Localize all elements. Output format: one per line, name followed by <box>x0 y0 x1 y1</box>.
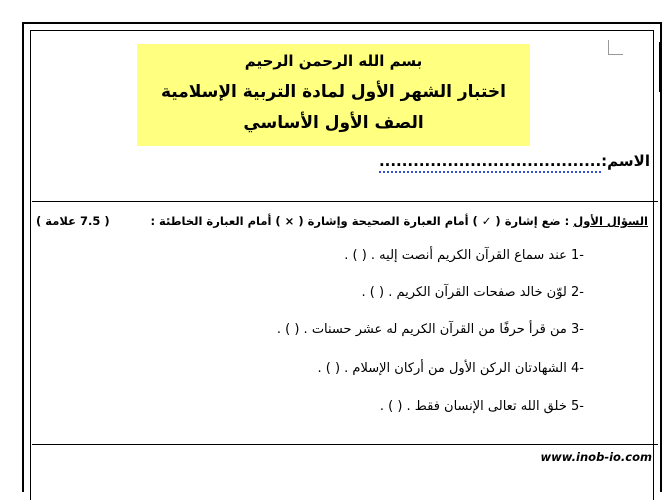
item-number: -4 <box>571 361 584 376</box>
question-instruction: : ضع إشارة ( ✓ ) أمام العبارة الصحيحة وإشارة ( × ) أمام العبارة الخاطئة : <box>150 214 570 228</box>
question-marks: ( 7.5 علامة ) <box>36 214 110 228</box>
item-text: من قرأ حرفًا من القرآن الكريم له عشر حسنات . ( ) . <box>276 322 567 337</box>
list-item <box>277 322 584 337</box>
item-number: -5 <box>571 399 584 414</box>
item-number: -1 <box>571 248 584 263</box>
bottom-divider <box>32 444 658 445</box>
item-text: الشهادتان الركن الأول من أركان الإسلام . ( ) . <box>317 361 567 376</box>
name-dots: ....................................... <box>379 152 601 173</box>
corner-crop-mark <box>608 40 623 55</box>
item-text: لوّن خالد صفحات القرآن الكريم . ( ) . <box>361 285 567 300</box>
exam-title: اختبار الشهر الأول لمادة التربية الإسلامية <box>161 82 506 102</box>
item-text: عند سماع القرآن الكريم أنصت إليه . ( ) . <box>344 248 567 263</box>
top-divider <box>32 201 658 202</box>
list-item <box>317 361 584 376</box>
student-name-field[interactable] <box>379 152 650 170</box>
basmala: بسم الله الرحمن الرحيم <box>244 52 423 70</box>
list-item <box>380 399 584 414</box>
question-title: السؤال الأول <box>573 214 648 228</box>
website-watermark: www.inob-io.com <box>540 450 652 464</box>
list-item <box>362 285 584 300</box>
name-label: الاسم: <box>601 152 650 170</box>
item-number: -2 <box>571 285 584 300</box>
item-number: -3 <box>571 322 584 337</box>
grade-title: الصف الأول الأساسي <box>243 113 424 133</box>
margin-mark <box>659 42 662 92</box>
question-header <box>36 214 648 228</box>
exam-header <box>137 44 530 146</box>
item-text: خلق الله تعالى الإنسان فقط . ( ) . <box>379 399 567 414</box>
list-item <box>344 248 584 263</box>
